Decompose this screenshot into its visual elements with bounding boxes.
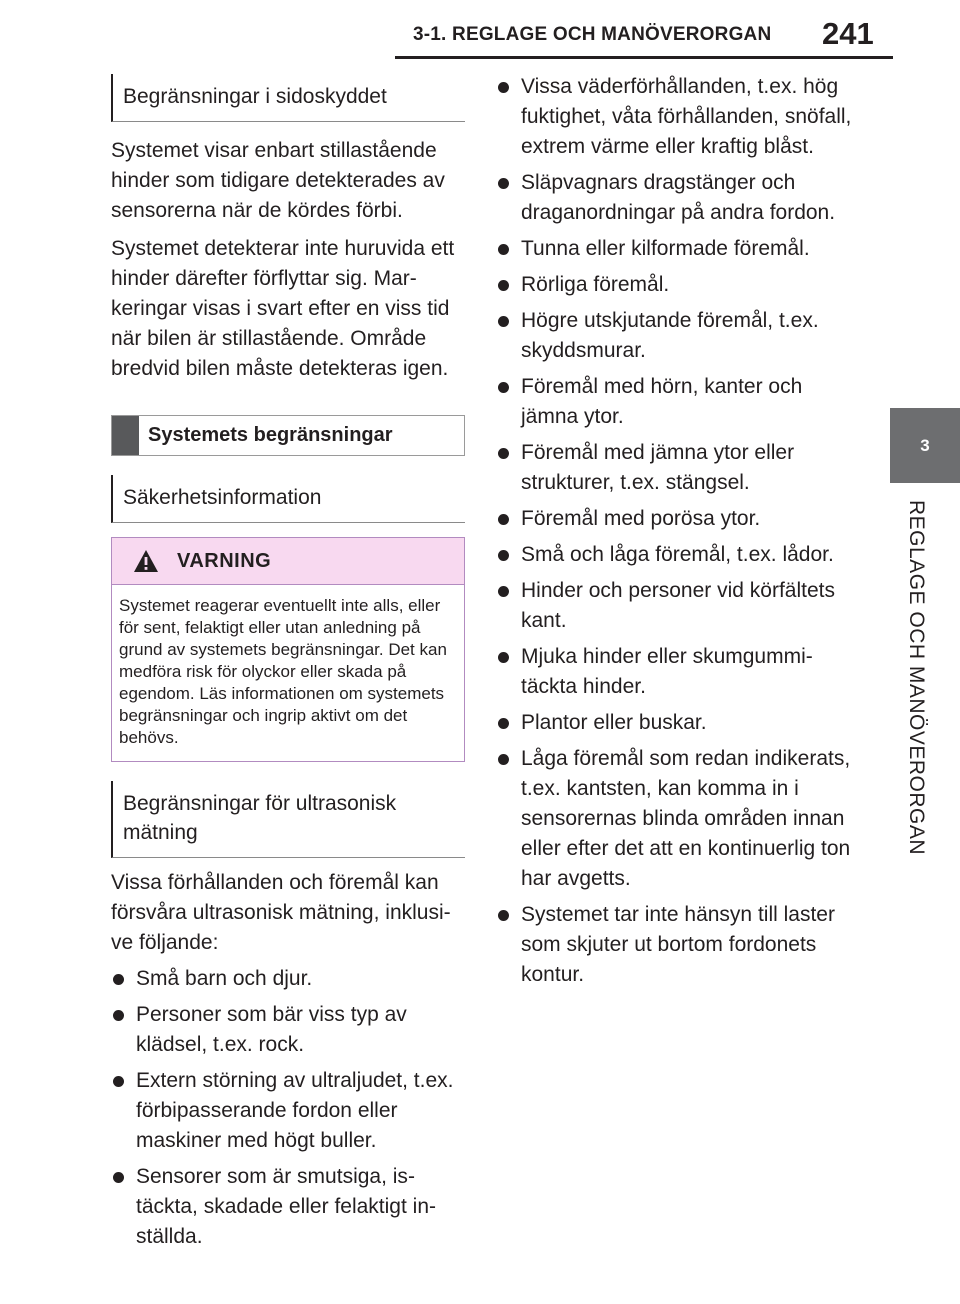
list-item: Låga föremål som redan indikerats, t.ex. kantsten, kan komma in i sensorernas blinda områden innan eller efter det att en kontinuerlig ton har avgetts. [496, 744, 856, 894]
chapter-tab: 3 [890, 408, 960, 483]
subhead-safety-info: Säkerhetsinformation [111, 475, 465, 523]
list-item: Vissa väderförhållanden, t.ex. hög fuktighet, våta förhållanden, snöfall, extrem värme eller kraftig blåst. [496, 72, 856, 162]
warning-title: VARNING [177, 549, 272, 572]
list-item: Mjuka hinder eller skumgummitäckta hinder. [496, 642, 856, 702]
list-item: Systemet tar inte hänsyn till laster som skjuter ut bortom fordonets kontur. [496, 900, 856, 990]
paragraph-stationary-obstacles: Systemet visar enbart stillastående hinder som tidigare detekterades av sensorerna när de kördes förbi. [111, 139, 445, 222]
paragraph-moving-obstacles: Systemet detekterar inte huruvida ett hinder därefter förflyttar sig. Markeringar visas i svart efter en viss tid när bilen är stillastående. Område bredvid bilen måste detekteras igen. [111, 237, 455, 380]
list-item: Extern störning av ultraljudet, t.ex. förbipasserande fordon eller maskiner med högt buller. [111, 1066, 465, 1156]
warning-triangle-icon [133, 548, 159, 574]
list-item: Sensorer som är smutsiga, istäckta, skadade eller felaktigt inställda. [111, 1162, 465, 1252]
right-column [496, 72, 856, 996]
warning-text: Systemet reagerar eventuellt inte alls, eller för sent, felaktigt eller utan anledning på grund av systemets begränsningar. Det kan medföra risk för olyckor eller skada på egendom. Läs informationen om systemets begränsningar och ingrip aktivt om det behövs. [119, 596, 447, 747]
list-item: Föremål med hörn, kanter och jämna ytor. [496, 372, 856, 432]
list-item: Små barn och djur. [111, 964, 465, 994]
chapter-side-label: REGLAGE OCH MANÖVERORGAN [905, 500, 928, 856]
left-bullet-list [111, 964, 465, 1252]
header-section-title: 3-1. REGLAGE OCH MANÖVERORGAN [413, 24, 772, 45]
paragraph-ultrasonic-intro: Vissa förhållanden och föremål kan försvåra ultrasonisk mätning, inklusive följande: [111, 871, 451, 954]
list-item: Plantor eller buskar. [496, 708, 856, 738]
list-item: Personer som bär viss typ av klädsel, t.ex. rock. [111, 1000, 465, 1060]
list-item: Släpvagnars dragstänger och draganordningar på andra fordon. [496, 168, 856, 228]
section-heading [111, 415, 465, 456]
left-column [111, 74, 465, 1258]
list-item: Tunna eller kilformade föremål. [496, 234, 856, 264]
section-bar [112, 416, 139, 455]
subhead-ultrasonic: Begränsningar för ultrasonisk mätning [111, 781, 465, 858]
list-item: Rörliga föremål. [496, 270, 856, 300]
section-title: Systemets begränsningar [148, 424, 393, 446]
list-item: Små och låga föremål, t.ex. lådor. [496, 540, 856, 570]
header-rule [395, 56, 893, 59]
subhead-side-protection: Begränsningar i sidoskyddet [111, 74, 465, 122]
right-bullet-list [496, 72, 856, 990]
page-number: 241 [822, 16, 874, 51]
warning-header [112, 538, 464, 585]
list-item: Hinder och personer vid körfältets kant. [496, 576, 856, 636]
list-item: Föremål med jämna ytor eller strukturer, t.ex. stängsel. [496, 438, 856, 498]
warning-box [111, 537, 465, 762]
list-item: Föremål med porösa ytor. [496, 504, 856, 534]
list-item: Högre utskjutande föremål, t.ex. skyddsmurar. [496, 306, 856, 366]
